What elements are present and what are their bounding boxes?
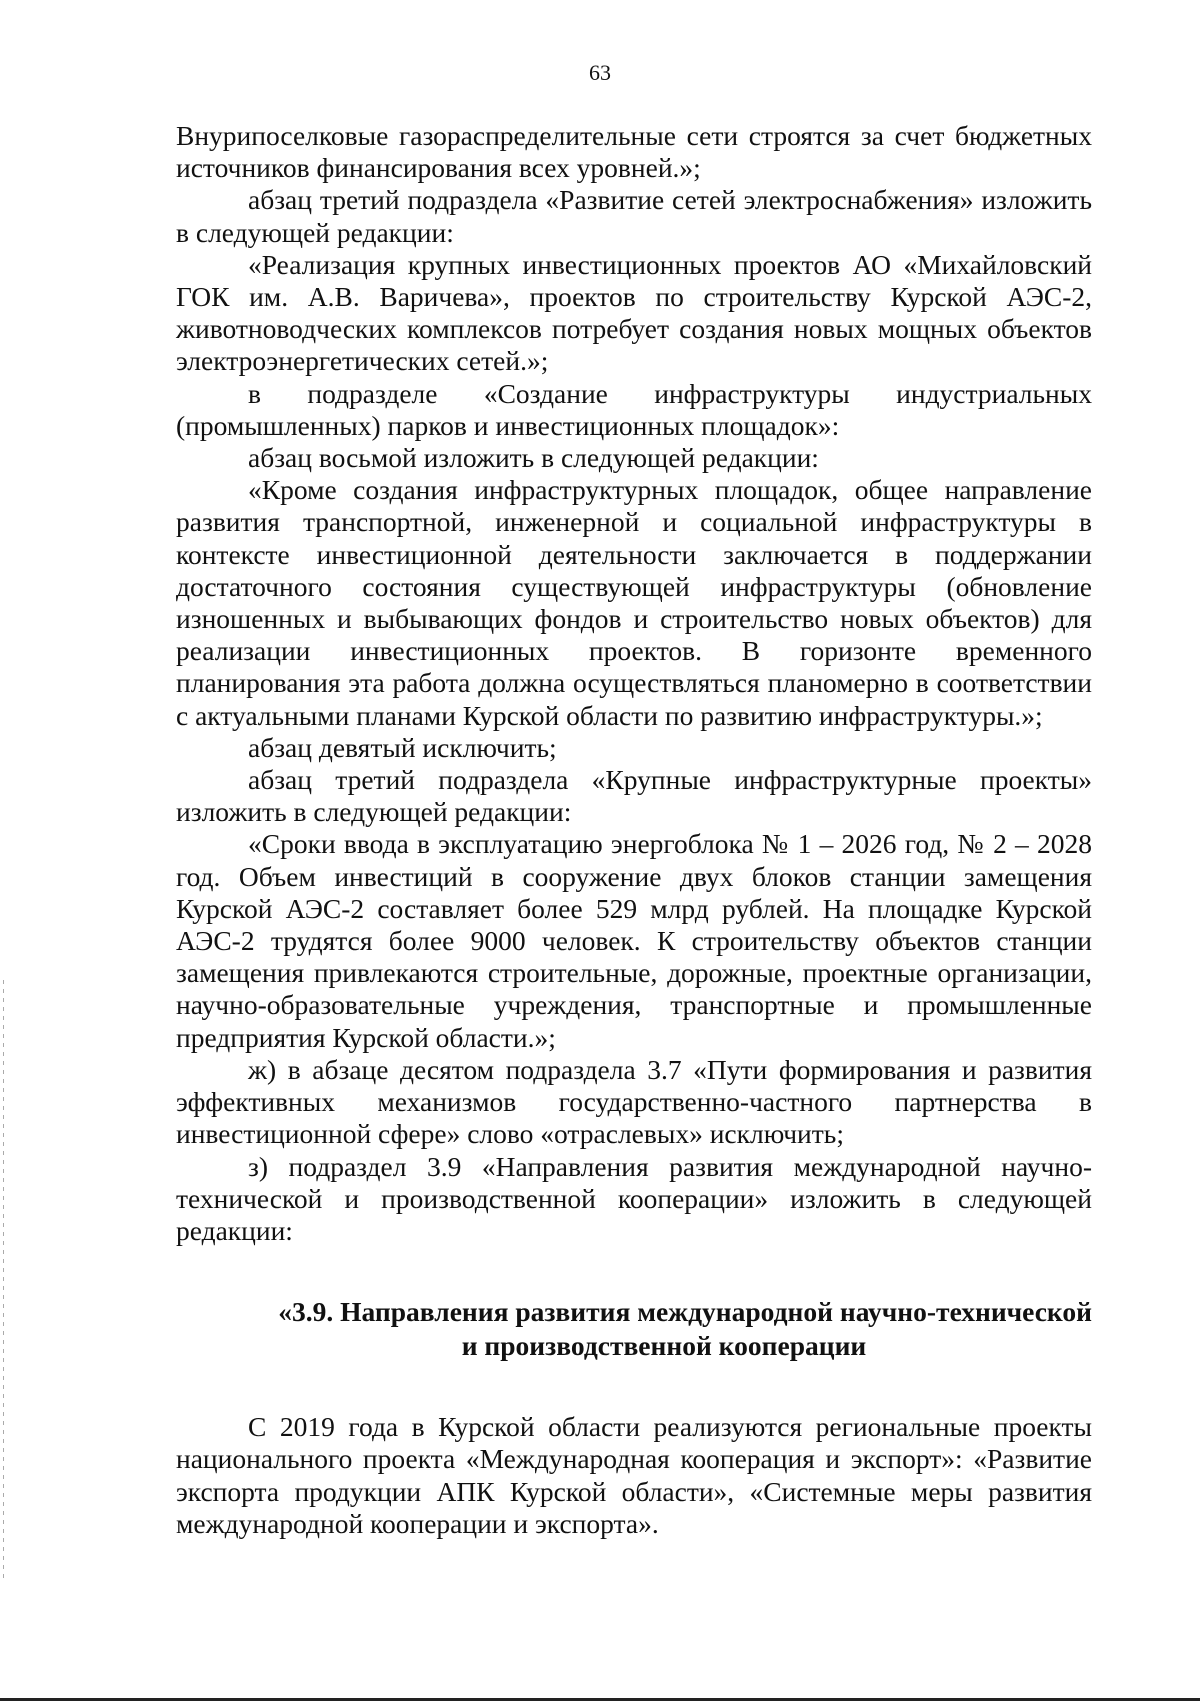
paragraph: абзац девятый исключить; (248, 731, 557, 763)
section-heading-line1: «3.9. Направления развития международной научно-технической (278, 1296, 1092, 1328)
paragraph: С 2019 года в Курской области реализуются региональные проекты национального проекта «Международная кооперация и экспорт»: «Развитие экспорта продукции АПК Курской области», «Системные меры развития международной кооперации и экспорта». (176, 1411, 1092, 1539)
scan-bottom-edge (0, 1698, 1200, 1701)
paragraph: в подразделе «Создание инфраструктуры индустриальных (промышленных) парков и инвестиционных площадок»: (176, 377, 1092, 441)
document-body (176, 120, 1092, 1540)
paragraph: абзац третий подраздела «Крупные инфраструктурные проекты» изложить в следующей редакции: (176, 764, 1092, 828)
paragraph: «Кроме создания инфраструктурных площадок, общее направление развития транспортной, инженерной и социальной инфраструктуры в контексте инвестиционной деятельности заключается в поддержании достаточного состояния существующей инфраструктуры (обновление изношенных и выбывающих фондов и строительство новых объектов) для реализации инвестиционных проектов. В горизонте временного планирования эта работа должна осуществляться планомерно в соответствии с актуальными планами Курской области по развитию инфраструктуры.»; (176, 474, 1092, 731)
page-number: 63 (589, 60, 611, 85)
paragraph: «Сроки ввода в эксплуатацию энергоблока № 1 – 2026 год, № 2 – 2028 год. Объем инвестиций в сооружение двух блоков станции замещения Курской АЭС-2 составляет более 529 млрд рублей. На площадке Курской АЭС-2 трудятся более 9000 человек. К строительству объектов станции замещения привлекаются строительные, дорожные, проектные организации, научно-образовательные учреждения, транспортные и промышленные предприятия Курской области.»; (176, 828, 1092, 1053)
section-heading-line2: и производственной кооперации (461, 1330, 867, 1362)
paragraph: абзац третий подраздела «Развитие сетей электроснабжения» изложить в следующей редакции: (176, 184, 1092, 248)
paragraph: ж) в абзаце десятом подраздела 3.7 «Пути формирования и развития эффективных механизмов государственно-частного партнерства в инвестиционной сфере» слово «отраслевых» исключить; (176, 1053, 1092, 1150)
scan-edge-artifact (3, 980, 4, 1580)
paragraph: «Реализация крупных инвестиционных проектов АО «Михайловский ГОК им. А.В. Варичева», проектов по строительству Курской АЭС-2, животноводческих комплексов потребует создания новых мощных объектов электроэнергетических сетей.»; (176, 248, 1092, 377)
paragraph: абзац восьмой изложить в следующей редакции: (248, 442, 819, 474)
section-heading (176, 1295, 1092, 1363)
paragraph: Внурипоселковые газораспределительные сети строятся за счет бюджетных источников финансирования всех уровней.»; (176, 120, 1092, 184)
paragraph: з) подраздел 3.9 «Направления развития международной научно-технической и производственной кооперации» изложить в следующей редакции: (176, 1150, 1092, 1246)
